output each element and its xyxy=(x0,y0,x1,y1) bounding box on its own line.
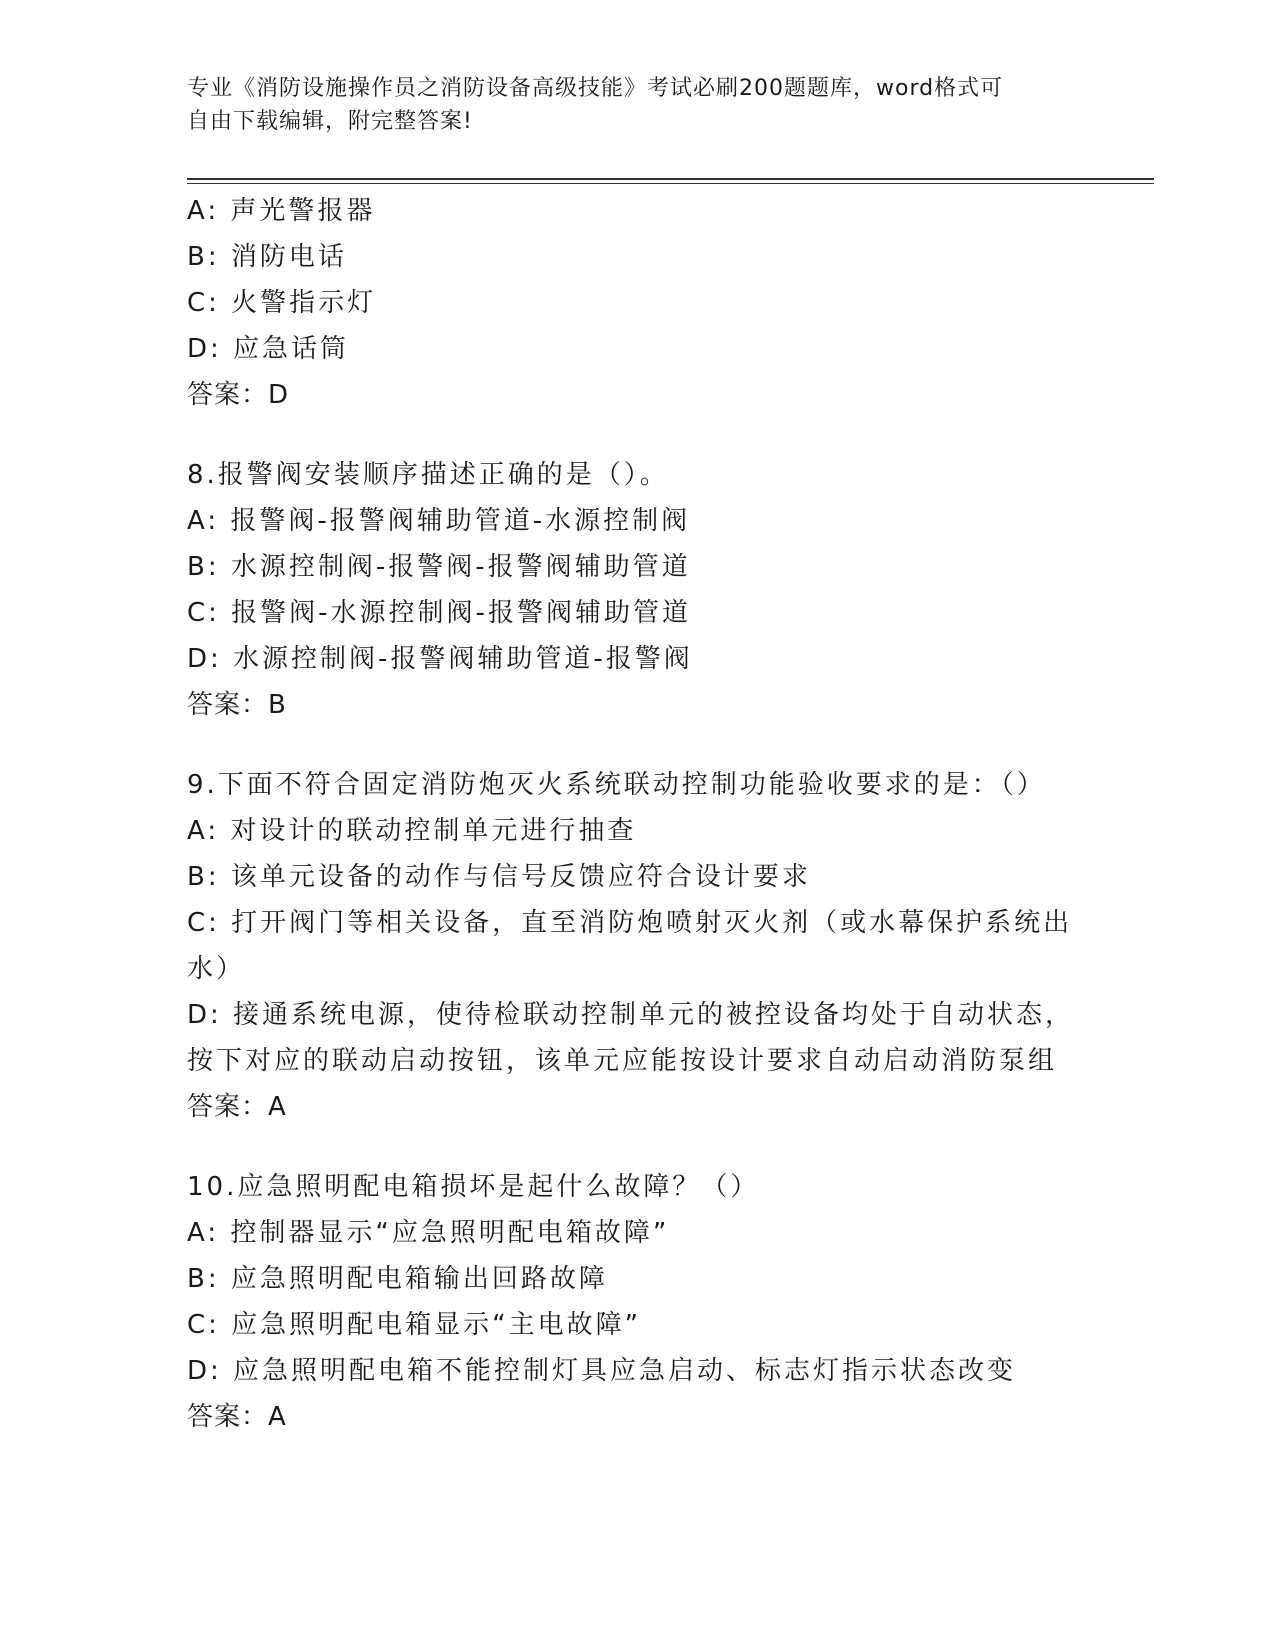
question-list xyxy=(187,188,1077,1440)
question-9-text: 9.下面不符合固定消防炮灭火系统联动控制功能验收要求的是：（） xyxy=(187,770,1046,800)
question-7-block xyxy=(187,188,1077,418)
question-8-block xyxy=(187,452,1077,728)
question-10-block xyxy=(187,1164,1077,1440)
document-header xyxy=(187,72,1067,138)
question-10-text: 10.应急照明配电箱损坏是起什么故障？（） xyxy=(187,1172,760,1202)
question-9-option-b: B: 该单元设备的动作与信号反馈应符合设计要求 xyxy=(187,862,811,892)
question-9-option-a: A: 对设计的联动控制单元进行抽查 xyxy=(187,816,637,846)
question-7-option-d: D: 应急话筒 xyxy=(187,334,350,364)
header-divider-thin xyxy=(187,183,1154,184)
question-10-option-c: C: 应急照明配电箱显示“主电故障” xyxy=(187,1310,642,1340)
question-10-option-a: A: 控制器显示“应急照明配电箱故障” xyxy=(187,1218,670,1248)
question-9-answer: 答案：A xyxy=(187,1092,287,1122)
question-9-block xyxy=(187,762,1077,1130)
question-8-option-b: B: 水源控制阀-报警阀-报警阀辅助管道 xyxy=(187,552,691,582)
spacer xyxy=(187,728,1077,762)
question-8-option-a: A: 报警阀-报警阀辅助管道-水源控制阀 xyxy=(187,506,691,536)
question-7-option-a: A: 声光警报器 xyxy=(187,196,376,226)
question-8-option-d: D: 水源控制阀-报警阀辅助管道-报警阀 xyxy=(187,644,693,674)
header-divider-thick xyxy=(187,178,1154,180)
question-8-option-c: C: 报警阀-水源控制阀-报警阀辅助管道 xyxy=(187,598,691,628)
spacer xyxy=(187,418,1077,452)
header-title-line-1: 专业《消防设施操作员之消防设备高级技能》考试必刷200题题库，word格式可 xyxy=(187,76,1004,101)
header-title-line-2: 自由下载编辑，附完整答案! xyxy=(187,109,473,134)
question-9-option-d: D: 接通系统电源，使待检联动控制单元的被控设备均处于自动状态，按下对应的联动启动按钮，该单元应能按设计要求自动启动消防泵组 xyxy=(187,1000,1075,1076)
question-10-answer: 答案：A xyxy=(187,1402,287,1432)
question-10-option-b: B: 应急照明配电箱输出回路故障 xyxy=(187,1264,608,1294)
question-9-option-c: C: 打开阀门等相关设备，直至消防炮喷射灭火剂（或水幕保护系统出水） xyxy=(187,908,1073,984)
question-7-option-c: C: 火警指示灯 xyxy=(187,288,377,318)
question-7-answer: 答案：D xyxy=(187,380,290,410)
spacer xyxy=(187,1130,1077,1164)
question-7-option-b: B: 消防电话 xyxy=(187,242,347,272)
question-8-answer: 答案：B xyxy=(187,690,287,720)
question-10-option-d: D: 应急照明配电箱不能控制灯具应急启动、标志灯指示状态改变 xyxy=(187,1356,1017,1386)
question-8-text: 8.报警阀安装顺序描述正确的是（）。 xyxy=(187,460,669,490)
